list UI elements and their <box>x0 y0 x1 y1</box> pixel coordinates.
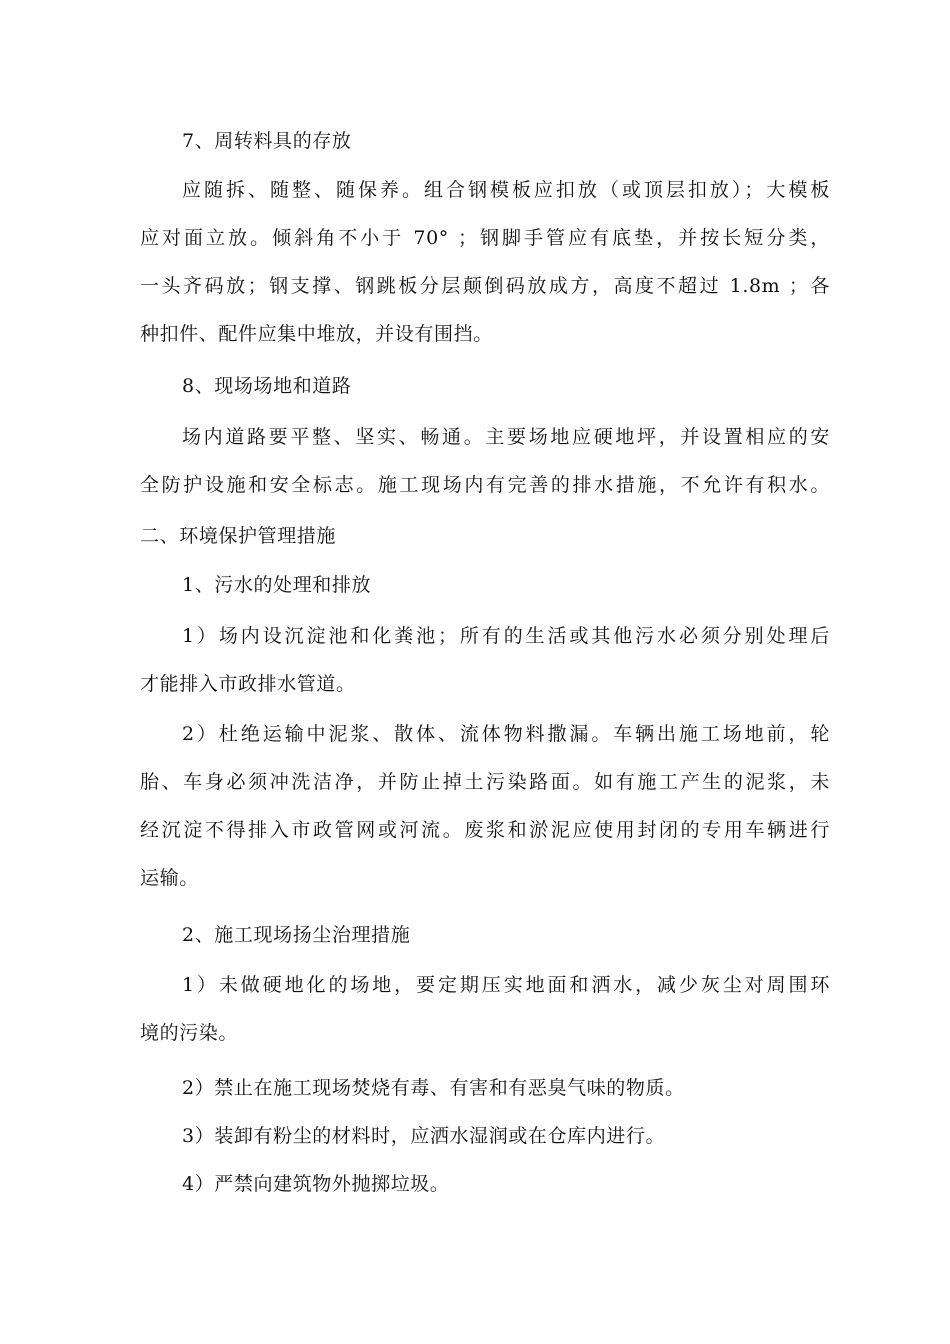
text-line: 种扣件、配件应集中堆放，并设有围挡。 <box>140 323 493 345</box>
text-line: 1）场内设沉淀池和化粪池；所有的生活或其他污水必须分别处理后 <box>182 625 830 647</box>
paragraph-dust-4 <box>140 1160 830 1208</box>
text-line: 1）未做硬地化的场地，要定期压实地面和洒水，减少灰尘对周围环 <box>182 974 830 996</box>
paragraph-dust-2 <box>140 1064 830 1112</box>
text-line: 二、环境保护管理措施 <box>140 525 337 547</box>
heading-sewage <box>140 561 830 609</box>
paragraph-sewage-1 <box>140 612 830 708</box>
paragraph-storage <box>140 166 830 358</box>
paragraph-dust-3 <box>140 1112 830 1160</box>
text-line: 2）杜绝运输中泥浆、散体、流体物料撒漏。车辆出施工场地前，轮 <box>182 723 830 745</box>
text-line: 运输。 <box>140 867 199 889</box>
heading-storage <box>140 117 830 165</box>
paragraph-site-roads <box>140 413 830 509</box>
text-line: 胎、车身必须冲洗洁净，并防止掉土污染路面。如有施工产生的泥浆，未 <box>140 771 830 793</box>
heading-dust-control <box>140 911 830 959</box>
text-line: 经沉淀不得排入市政管网或河流。废浆和淤泥应使用封闭的专用车辆进行 <box>140 819 830 841</box>
text-line: 应随拆、随整、随保养。组合钢模板应扣放（或顶层扣放）；大模板 <box>182 179 830 201</box>
heading-site-roads <box>140 362 830 410</box>
text-line: 1、污水的处理和排放 <box>182 574 372 596</box>
section-environment <box>140 512 830 560</box>
text-line: 4）严禁向建筑物外抛掷垃圾。 <box>182 1173 450 1195</box>
text-line: 2、施工现场扬尘治理措施 <box>182 924 411 946</box>
paragraph-dust-1 <box>140 961 830 1057</box>
text-line: 场内道路要平整、坚实、畅通。主要场地应硬地坪，并设置相应的安 <box>182 426 830 448</box>
text-line: 3）装卸有粉尘的材料时，应洒水湿润或在仓库内进行。 <box>182 1125 666 1147</box>
text-line: 境的污染。 <box>140 1022 239 1044</box>
text-line: 应对面立放。倾斜角不小于 70° ；钢脚手管应有底垫，并按长短分类， <box>140 227 830 249</box>
text-line: 7、周转料具的存放 <box>182 130 352 152</box>
text-line: 8、现场场地和道路 <box>182 375 352 397</box>
text-line: 2）禁止在施工现场焚烧有毒、有害和有恶臭气味的物质。 <box>182 1077 685 1099</box>
text-line: 才能排入市政排水管道。 <box>140 673 356 695</box>
paragraph-sewage-2 <box>140 710 830 902</box>
text-line: 一头齐码放；钢支撑、钢跳板分层颠倒码放成方，高度不超过 1.8m ；各 <box>140 275 830 297</box>
text-line: 全防护设施和安全标志。施工现场内有完善的排水措施，不允许有积水。 <box>140 474 830 496</box>
